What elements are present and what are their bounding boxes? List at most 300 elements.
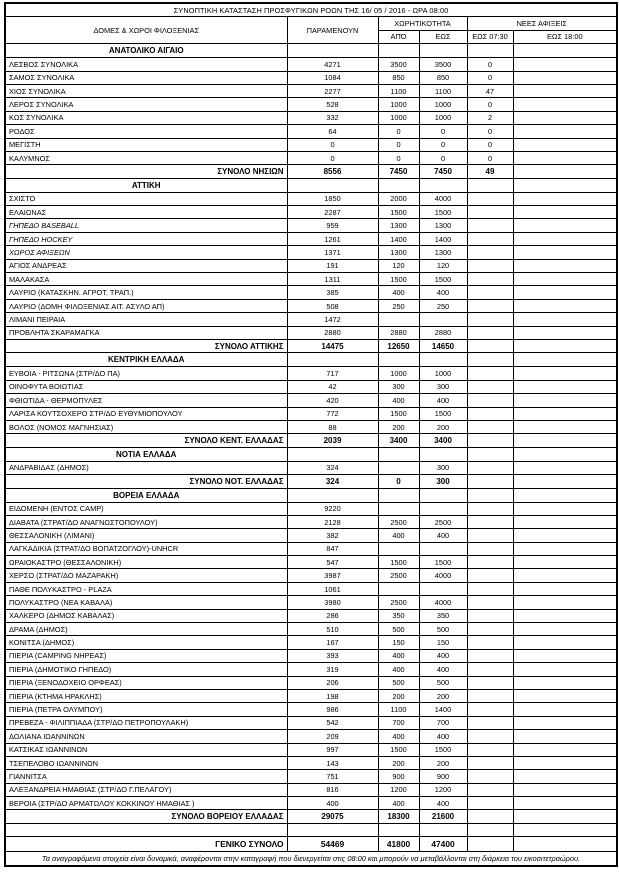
cell-arrivals-0730	[467, 663, 513, 676]
cell-capacity-to: 1200	[419, 783, 467, 796]
cell-staying: 1850	[287, 192, 378, 205]
cell-capacity-to: 4000	[419, 569, 467, 582]
cell-staying: 2128	[287, 515, 378, 528]
cell-capacity-to: 14650	[419, 339, 467, 352]
cell-arrivals-0730	[467, 676, 513, 689]
table-row	[5, 461, 617, 474]
cell-arrivals-1800	[513, 273, 617, 286]
cell-staying: 547	[287, 556, 378, 569]
cell-arrivals-1800	[513, 783, 617, 796]
cell-capacity-from	[378, 488, 419, 502]
cell-capacity-from: 500	[378, 676, 419, 689]
table-row	[5, 98, 617, 111]
cell-capacity-from: 41800	[378, 837, 419, 852]
cell-capacity-from: 500	[378, 623, 419, 636]
table-row	[5, 125, 617, 138]
cell-capacity-from: 1500	[378, 743, 419, 756]
cell-staying: 9220	[287, 502, 378, 515]
row-label: ΧΑΛΚΕΡΟ (ΔΗΜΟΣ ΚΑΒΑΛΑΣ)	[5, 609, 287, 622]
row-label: ΠΑΘΕ ΠΟΛΥΚΑΣΤΡΟ - PLAZA	[5, 582, 287, 595]
cell-arrivals-1800	[513, 823, 617, 836]
cell-capacity-to: 1100	[419, 84, 467, 97]
cell-staying: 42	[287, 380, 378, 393]
row-label: ΑΛΕΞΑΝΔΡΕΙΑ ΗΜΑΘΙΑΣ (ΣΤΡ/ΔΟ Γ.ΠΕΛΑΓΟΥ)	[5, 783, 287, 796]
column-header-new-arrivals: ΝΕΕΣ ΑΦΙΞΕΙΣ	[467, 17, 617, 30]
table-row	[5, 676, 617, 689]
table-row	[5, 663, 617, 676]
row-label: ΤΣΕΠΕΛΟΒΟ ΙΩΑΝΝΙΝΩΝ	[5, 756, 287, 769]
cell-capacity-to: 350	[419, 609, 467, 622]
cell-capacity-to	[419, 44, 467, 58]
table-row	[5, 246, 617, 259]
cell-arrivals-0730	[467, 273, 513, 286]
table-row	[5, 259, 617, 272]
cell-staying: 816	[287, 783, 378, 796]
row-label: ΚΑΤΣΙΚΑΣ ΙΩΑΝΝΙΝΩΝ	[5, 743, 287, 756]
cell-staying: 206	[287, 676, 378, 689]
row-label: ΣΥΝΟΛΟ ΚΕΝΤ. ΕΛΛΑΔΑΣ	[5, 434, 287, 447]
subtotal-row	[5, 810, 617, 823]
cell-arrivals-1800	[513, 165, 617, 178]
spacer-row	[5, 823, 617, 836]
cell-arrivals-1800	[513, 770, 617, 783]
cell-capacity-from	[378, 502, 419, 515]
table-row	[5, 313, 617, 326]
table-row	[5, 636, 617, 649]
cell-arrivals-1800	[513, 502, 617, 515]
cell-arrivals-1800	[513, 151, 617, 164]
table-row	[5, 716, 617, 729]
cell-arrivals-0730	[467, 743, 513, 756]
row-label: ΝΟΤΙΑ ΕΛΛΑΔΑ	[5, 447, 287, 461]
cell-arrivals-1800	[513, 326, 617, 339]
cell-staying: 508	[287, 299, 378, 312]
note-row	[5, 852, 617, 866]
cell-arrivals-0730	[467, 716, 513, 729]
cell-arrivals-1800	[513, 380, 617, 393]
cell-arrivals-0730	[467, 192, 513, 205]
cell-capacity-to: 120	[419, 259, 467, 272]
cell-arrivals-1800	[513, 232, 617, 245]
header-group-row	[5, 17, 617, 30]
cell-capacity-from: 0	[378, 125, 419, 138]
cell-capacity-from: 1500	[378, 556, 419, 569]
table-row	[5, 556, 617, 569]
table-row	[5, 367, 617, 380]
cell-arrivals-0730	[467, 246, 513, 259]
row-label: ΠΙΕΡΙΑ (CAMPING ΝΗΡΕΑΣ)	[5, 649, 287, 662]
table-body	[5, 44, 617, 852]
cell-staying: 772	[287, 407, 378, 420]
cell-arrivals-1800	[513, 71, 617, 84]
subtotal-row	[5, 434, 617, 447]
table-row	[5, 420, 617, 433]
column-header-capacity-to: ΕΩΣ	[419, 30, 467, 43]
row-label: ΚΑΛΥΜΝΟΣ	[5, 151, 287, 164]
cell-arrivals-1800	[513, 178, 617, 192]
cell-arrivals-1800	[513, 447, 617, 461]
row-label: ΕΙΔΟΜΕΝΗ (ΕΝΤΟΣ CAMP)	[5, 502, 287, 515]
table-row	[5, 502, 617, 515]
cell-capacity-to: 3400	[419, 434, 467, 447]
table-row	[5, 649, 617, 662]
cell-staying	[287, 178, 378, 192]
row-label: ΔΡΑΜΑ (ΔΗΜΟΣ)	[5, 623, 287, 636]
cell-staying	[287, 44, 378, 58]
cell-capacity-from: 300	[378, 380, 419, 393]
row-label: ΑΝΑΤΟΛΙΚΟ ΑΙΓΑΙΟ	[5, 44, 287, 58]
table-row	[5, 529, 617, 542]
section-header-row	[5, 44, 617, 58]
cell-capacity-from: 350	[378, 609, 419, 622]
cell-capacity-to: 400	[419, 649, 467, 662]
cell-arrivals-1800	[513, 623, 617, 636]
cell-arrivals-1800	[513, 420, 617, 433]
row-label: ΧΕΡΣΟ (ΣΤΡΑΤ/ΔΟ ΜΑΖΑΡΑΚΗ)	[5, 569, 287, 582]
row-label: ΣΑΜΟΣ ΣΥΝΟΛΙΚΑ	[5, 71, 287, 84]
cell-staying: 3987	[287, 569, 378, 582]
cell-capacity-to	[419, 488, 467, 502]
cell-capacity-from: 0	[378, 151, 419, 164]
cell-arrivals-1800	[513, 246, 617, 259]
cell-arrivals-0730	[467, 434, 513, 447]
row-label: ΣΥΝΟΛΟ ΝΗΣΙΩΝ	[5, 165, 287, 178]
cell-arrivals-1800	[513, 515, 617, 528]
cell-arrivals-0730	[467, 447, 513, 461]
cell-capacity-from: 1500	[378, 273, 419, 286]
table-row	[5, 326, 617, 339]
cell-capacity-from: 0	[378, 475, 419, 488]
cell-capacity-to: 1000	[419, 367, 467, 380]
cell-arrivals-1800	[513, 556, 617, 569]
cell-capacity-from: 250	[378, 299, 419, 312]
cell-arrivals-0730: 2	[467, 111, 513, 124]
cell-capacity-from	[378, 313, 419, 326]
cell-capacity-from: 0	[378, 138, 419, 151]
cell-capacity-to: 150	[419, 636, 467, 649]
cell-staying: 324	[287, 475, 378, 488]
subtotal-row	[5, 165, 617, 178]
cell-capacity-from: 850	[378, 71, 419, 84]
cell-capacity-to: 1500	[419, 556, 467, 569]
row-label: ΜΕΓΙΣΤΗ	[5, 138, 287, 151]
cell-arrivals-0730	[467, 623, 513, 636]
cell-capacity-to: 300	[419, 475, 467, 488]
cell-capacity-from	[378, 542, 419, 555]
row-label: ΘΕΣΣΑΛΟΝΙΚΗ (ΛΙΜΑΝΙ)	[5, 529, 287, 542]
table-row	[5, 756, 617, 769]
cell-staying	[287, 353, 378, 367]
cell-arrivals-0730	[467, 542, 513, 555]
cell-capacity-from: 120	[378, 259, 419, 272]
table-row	[5, 730, 617, 743]
table-row	[5, 515, 617, 528]
row-label: ΒΟΛΟΣ (ΝΟΜΟΣ ΜΑΓΝΗΣΙΑΣ)	[5, 420, 287, 433]
cell-capacity-to: 400	[419, 529, 467, 542]
cell-arrivals-0730: 0	[467, 125, 513, 138]
cell-staying: 2039	[287, 434, 378, 447]
cell-staying: 4271	[287, 58, 378, 71]
cell-arrivals-0730	[467, 299, 513, 312]
row-label: ΠΡΟΒΛΗΤΑ ΣΚΑΡΑΜΑΓΚΑ	[5, 326, 287, 339]
row-label: ΑΓΙΟΣ ΑΝΔΡΕΑΣ	[5, 259, 287, 272]
row-label: ΠΙΕΡΙΑ (ΠΕΤΡΑ ΟΛΥΜΠΟΥ)	[5, 703, 287, 716]
cell-capacity-to: 850	[419, 71, 467, 84]
cell-capacity-from: 3500	[378, 58, 419, 71]
cell-capacity-to: 0	[419, 138, 467, 151]
cell-staying: 1061	[287, 582, 378, 595]
cell-arrivals-0730	[467, 837, 513, 852]
cell-arrivals-1800	[513, 125, 617, 138]
cell-arrivals-0730: 0	[467, 98, 513, 111]
cell-arrivals-1800	[513, 44, 617, 58]
cell-capacity-from: 1100	[378, 84, 419, 97]
cell-arrivals-1800	[513, 569, 617, 582]
cell-capacity-from: 400	[378, 529, 419, 542]
cell-arrivals-0730	[467, 394, 513, 407]
cell-staying: 191	[287, 259, 378, 272]
cell-capacity-from	[378, 823, 419, 836]
cell-arrivals-0730	[467, 488, 513, 502]
subtotal-row	[5, 339, 617, 352]
title-row	[5, 3, 617, 17]
cell-capacity-to: 200	[419, 689, 467, 702]
cell-capacity-from: 2000	[378, 192, 419, 205]
cell-staying: 847	[287, 542, 378, 555]
cell-capacity-to: 300	[419, 461, 467, 474]
table-row	[5, 743, 617, 756]
cell-capacity-to: 1500	[419, 743, 467, 756]
grand-total-row	[5, 837, 617, 852]
cell-arrivals-1800	[513, 542, 617, 555]
cell-capacity-to	[419, 542, 467, 555]
cell-arrivals-1800	[513, 663, 617, 676]
cell-arrivals-0730	[467, 475, 513, 488]
cell-capacity-to: 500	[419, 623, 467, 636]
cell-staying: 997	[287, 743, 378, 756]
cell-staying: 29075	[287, 810, 378, 823]
cell-staying: 420	[287, 394, 378, 407]
cell-arrivals-1800	[513, 353, 617, 367]
cell-arrivals-1800	[513, 434, 617, 447]
cell-staying: 0	[287, 151, 378, 164]
cell-staying: 400	[287, 797, 378, 810]
cell-staying: 143	[287, 756, 378, 769]
cell-arrivals-0730: 0	[467, 151, 513, 164]
cell-capacity-from	[378, 582, 419, 595]
cell-arrivals-0730	[467, 461, 513, 474]
table-row	[5, 84, 617, 97]
cell-arrivals-1800	[513, 219, 617, 232]
cell-arrivals-0730	[467, 649, 513, 662]
cell-capacity-to	[419, 502, 467, 515]
table-row	[5, 219, 617, 232]
cell-capacity-to: 300	[419, 380, 467, 393]
row-label: ΠΙΕΡΙΑ (ΚΤΗΜΑ ΗΡΑΚΛΗΣ)	[5, 689, 287, 702]
cell-staying: 64	[287, 125, 378, 138]
cell-arrivals-1800	[513, 716, 617, 729]
table-row	[5, 623, 617, 636]
cell-capacity-to: 200	[419, 420, 467, 433]
cell-arrivals-0730: 47	[467, 84, 513, 97]
cell-staying: 986	[287, 703, 378, 716]
table-row	[5, 569, 617, 582]
cell-capacity-from: 200	[378, 756, 419, 769]
cell-capacity-from: 18300	[378, 810, 419, 823]
row-label: ΠΙΕΡΙΑ (ΞΕΝΟΔΟΧΕΙΟ ΟΡΦΕΑΣ)	[5, 676, 287, 689]
row-label: ΑΤΤΙΚΗ	[5, 178, 287, 192]
table-row	[5, 797, 617, 810]
cell-capacity-from: 1100	[378, 703, 419, 716]
cell-staying: 2277	[287, 84, 378, 97]
row-label: ΣΥΝΟΛΟ ΒΟΡΕΙΟΥ ΕΛΛΑΔΑΣ	[5, 810, 287, 823]
table-row	[5, 596, 617, 609]
row-label: ΕΥΒΟΙΑ - ΡΙΤΣΩΝΑ (ΣΤΡ/ΔΟ ΠΑ)	[5, 367, 287, 380]
cell-arrivals-0730	[467, 783, 513, 796]
row-label: ΣΧΙΣΤΟ	[5, 192, 287, 205]
cell-arrivals-0730	[467, 339, 513, 352]
cell-staying: 1472	[287, 313, 378, 326]
cell-staying: 332	[287, 111, 378, 124]
cell-staying: 510	[287, 623, 378, 636]
table-row	[5, 394, 617, 407]
table-row	[5, 380, 617, 393]
cell-arrivals-0730	[467, 515, 513, 528]
row-label: ΚΩΣ ΣΥΝΟΛΙΚΑ	[5, 111, 287, 124]
cell-capacity-from: 2880	[378, 326, 419, 339]
row-label: ΧΙΟΣ ΣΥΝΟΛΙΚΑ	[5, 84, 287, 97]
cell-staying: 2880	[287, 326, 378, 339]
cell-capacity-from	[378, 447, 419, 461]
cell-capacity-from: 12650	[378, 339, 419, 352]
cell-capacity-from: 1500	[378, 206, 419, 219]
cell-capacity-to: 400	[419, 663, 467, 676]
row-label: ΚΟΝΙΤΣΑ (ΔΗΜΟΣ)	[5, 636, 287, 649]
cell-arrivals-0730	[467, 556, 513, 569]
cell-capacity-to: 250	[419, 299, 467, 312]
cell-arrivals-0730	[467, 44, 513, 58]
cell-arrivals-0730	[467, 703, 513, 716]
cell-capacity-from: 1200	[378, 783, 419, 796]
row-label: ΟΙΝΟΦΥΤΑ ΒΟΙΩΤΙΑΣ	[5, 380, 287, 393]
cell-capacity-from	[378, 178, 419, 192]
cell-staying: 1371	[287, 246, 378, 259]
cell-staying: 2287	[287, 206, 378, 219]
cell-arrivals-0730: 0	[467, 71, 513, 84]
cell-arrivals-1800	[513, 743, 617, 756]
table-row	[5, 232, 617, 245]
cell-staying: 959	[287, 219, 378, 232]
cell-capacity-from: 3400	[378, 434, 419, 447]
section-header-row	[5, 353, 617, 367]
cell-capacity-to: 0	[419, 125, 467, 138]
cell-staying: 751	[287, 770, 378, 783]
table-row	[5, 407, 617, 420]
cell-arrivals-1800	[513, 407, 617, 420]
cell-arrivals-0730	[467, 569, 513, 582]
cell-capacity-from: 1500	[378, 407, 419, 420]
cell-arrivals-0730: 0	[467, 138, 513, 151]
cell-arrivals-1800	[513, 837, 617, 852]
cell-arrivals-0730	[467, 407, 513, 420]
row-label: ΦΘΙΩΤΙΔΑ - ΘΕΡΜΟΠΥΛΕΣ	[5, 394, 287, 407]
table-row	[5, 286, 617, 299]
cell-arrivals-0730	[467, 596, 513, 609]
cell-arrivals-1800	[513, 676, 617, 689]
cell-staying: 198	[287, 689, 378, 702]
cell-arrivals-1800	[513, 111, 617, 124]
row-label: ΛΙΜΑΝΙ ΠΕΙΡΑΙΑ	[5, 313, 287, 326]
cell-staying: 1084	[287, 71, 378, 84]
cell-capacity-to	[419, 447, 467, 461]
row-label: ΠΡΕΒΕΖΑ - ΦΙΛΙΠΠΙΑΔΑ (ΣΤΡ/ΔΟ ΠΕΤΡΟΠΟΥΛΑΚΗ)	[5, 716, 287, 729]
cell-arrivals-0730	[467, 689, 513, 702]
cell-capacity-from: 150	[378, 636, 419, 649]
table-row	[5, 582, 617, 595]
cell-capacity-to	[419, 313, 467, 326]
row-label: ΛΕΣΒΟΣ ΣΥΝΟΛΙΚΑ	[5, 58, 287, 71]
cell-capacity-to: 1500	[419, 206, 467, 219]
table-row	[5, 111, 617, 124]
cell-arrivals-1800	[513, 206, 617, 219]
cell-staying: 3980	[287, 596, 378, 609]
cell-arrivals-0730	[467, 730, 513, 743]
cell-capacity-to: 2500	[419, 515, 467, 528]
cell-capacity-to: 1000	[419, 98, 467, 111]
cell-staying	[287, 447, 378, 461]
cell-capacity-to: 400	[419, 286, 467, 299]
cell-arrivals-0730	[467, 420, 513, 433]
cell-arrivals-1800	[513, 138, 617, 151]
cell-staying: 717	[287, 367, 378, 380]
cell-capacity-from: 1300	[378, 246, 419, 259]
cell-staying: 0	[287, 138, 378, 151]
report-title: ΣΥΝΟΠΤΙΚΗ ΚΑΤΑΣΤΑΣΗ ΠΡΟΣΦΥΓΙΚΩΝ ΡΟΩΝ ΤΗΣ 16/ 05 / 2016 - ΩΡΑ 08:00	[5, 3, 617, 17]
cell-staying	[287, 488, 378, 502]
row-label: ΛΑΡΙΣΑ ΚΟΥΤΣΟΧΕΡΟ ΣΤΡ/ΔΟ ΕΥΘΥΜΙΟΠΟΥΛΟΥ	[5, 407, 287, 420]
cell-capacity-from: 400	[378, 797, 419, 810]
cell-capacity-from: 2500	[378, 515, 419, 528]
table-row	[5, 58, 617, 71]
cell-staying: 14475	[287, 339, 378, 352]
cell-capacity-from: 1400	[378, 232, 419, 245]
cell-capacity-to: 1500	[419, 273, 467, 286]
section-header-row	[5, 447, 617, 461]
row-label: ΓΕΝΙΚΟ ΣΥΝΟΛΟ	[5, 837, 287, 852]
column-header-capacity: ΧΩΡΗΤΙΚΟΤΗΤΑ	[378, 17, 467, 30]
cell-arrivals-1800	[513, 810, 617, 823]
cell-arrivals-1800	[513, 299, 617, 312]
table-row	[5, 151, 617, 164]
row-label: ΚΕΝΤΡΙΚΗ ΕΛΛΑΔΑ	[5, 353, 287, 367]
cell-capacity-from: 2500	[378, 596, 419, 609]
cell-staying	[287, 823, 378, 836]
cell-capacity-from: 400	[378, 394, 419, 407]
row-label: ΛΕΡΟΣ ΣΥΝΟΛΙΚΑ	[5, 98, 287, 111]
cell-capacity-from: 1000	[378, 98, 419, 111]
row-label: ΩΡΑΙΟΚΑΣΤΡΟ (ΘΕΣΣΑΛΟΝΙΚΗ)	[5, 556, 287, 569]
cell-capacity-to	[419, 582, 467, 595]
cell-staying: 319	[287, 663, 378, 676]
cell-staying: 88	[287, 420, 378, 433]
table-row	[5, 689, 617, 702]
cell-arrivals-0730	[467, 770, 513, 783]
cell-arrivals-1800	[513, 756, 617, 769]
cell-capacity-from: 200	[378, 420, 419, 433]
cell-arrivals-1800	[513, 730, 617, 743]
cell-capacity-from: 1000	[378, 367, 419, 380]
table-row	[5, 299, 617, 312]
